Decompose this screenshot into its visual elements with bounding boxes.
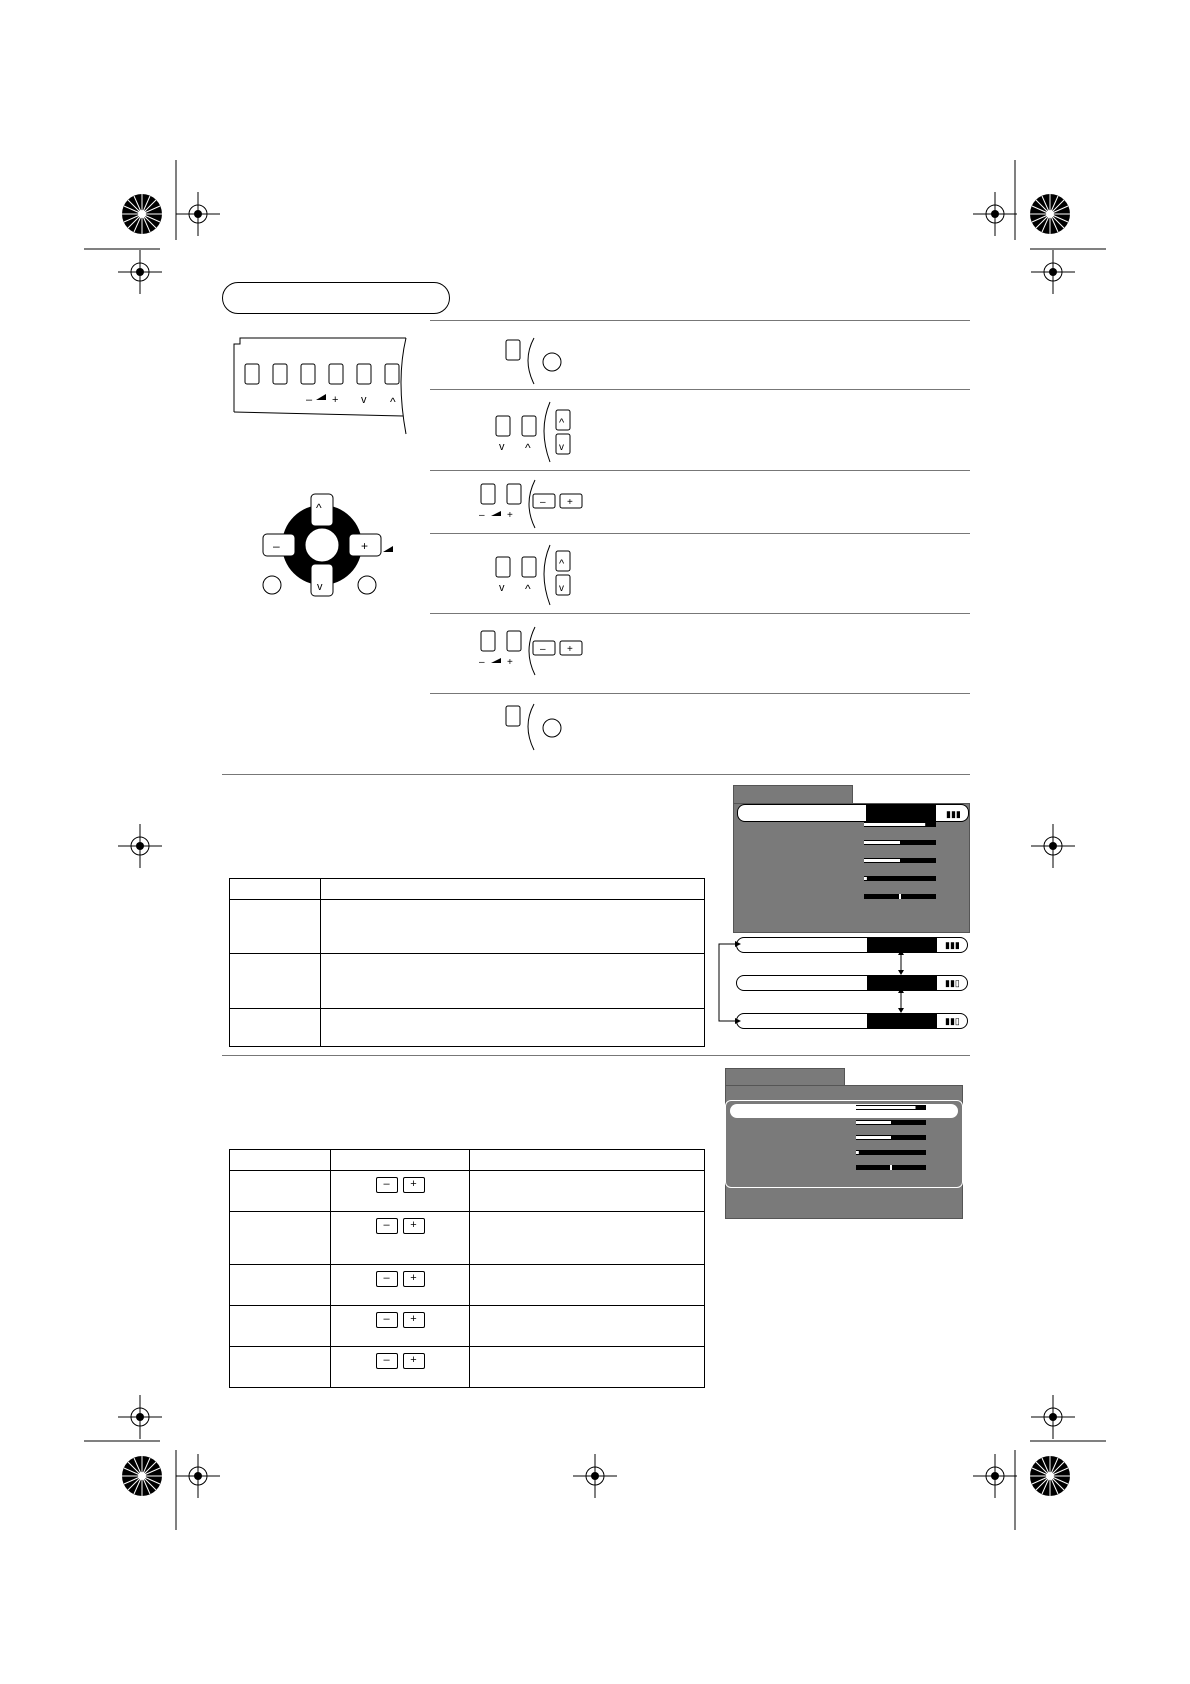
osd-level-bars <box>856 1105 936 1185</box>
minus-key: – <box>376 1177 398 1193</box>
minus-key: – <box>376 1218 398 1234</box>
volume-icon <box>491 658 501 663</box>
remote-minus-label: – <box>540 644 546 655</box>
osd-selected-row[interactable] <box>737 804 969 822</box>
level-bar-fill <box>856 1136 891 1139</box>
step-channel-up-label: ^ <box>525 441 531 455</box>
pad-up-label: ^ <box>316 501 322 515</box>
table-cell <box>331 1212 470 1265</box>
step-plus-label: + <box>507 510 513 521</box>
osd-value-box <box>866 805 936 821</box>
osd-cycle-arrows <box>715 935 915 1035</box>
table-cell <box>331 1347 470 1388</box>
tv-front-panel-illustration <box>228 330 418 440</box>
level-bar-marker <box>899 894 901 899</box>
plus-key: + <box>403 1271 425 1287</box>
table-cell <box>331 1171 470 1212</box>
table-cell <box>470 1347 705 1388</box>
level-bar-fill <box>864 859 900 862</box>
minus-key: – <box>376 1312 398 1328</box>
panel-channel-down-label: v <box>361 394 367 406</box>
remote-plus-label: + <box>567 497 573 508</box>
plus-key: + <box>403 1218 425 1234</box>
pad-minus-label: – <box>273 539 280 553</box>
step-channel-down-label: v <box>499 582 505 594</box>
table-cell <box>230 879 321 900</box>
remote-plus-label: + <box>567 644 573 655</box>
panel-channel-up-label: ^ <box>390 395 396 409</box>
osd-menu-tab <box>733 785 853 804</box>
table-cell <box>321 879 705 900</box>
remote-down-label: v <box>559 583 564 594</box>
remote-down-label: v <box>559 442 564 453</box>
step-minus-label: – <box>479 657 485 668</box>
step-rule <box>430 470 970 471</box>
table-cell <box>230 1009 321 1047</box>
section-rule <box>222 774 970 775</box>
step-rule <box>430 320 970 321</box>
level-bar-fill <box>856 1151 859 1154</box>
table-cell <box>470 1306 705 1347</box>
step-rule <box>430 693 970 694</box>
remote-direction-pad[interactable] <box>255 490 405 610</box>
level-bar-fill <box>864 841 900 844</box>
table-cell <box>230 1265 331 1306</box>
section-header-box <box>222 282 450 314</box>
osd-level-bars <box>864 822 944 922</box>
remote-up-label: ^ <box>559 558 565 570</box>
level-bar-fill <box>864 877 867 880</box>
level-bar-fill <box>864 823 925 826</box>
step-menu-keys <box>500 332 570 387</box>
minus-key: – <box>376 1271 398 1287</box>
osd-mode-indicator: ▮▮▯ <box>945 1016 960 1026</box>
step-menu-keys <box>500 700 570 755</box>
level-bar-track <box>864 876 936 881</box>
step-minusplus-keys <box>475 478 605 533</box>
osd-mode-indicator: ▮▮▯ <box>945 978 960 988</box>
table-cell <box>470 1265 705 1306</box>
table-cell <box>470 1212 705 1265</box>
plus-key: + <box>403 1177 425 1193</box>
table-cell <box>230 1212 331 1265</box>
table-header-cell <box>230 1150 331 1171</box>
step-rule <box>430 533 970 534</box>
osd-mode-indicator: ▮▮▮ <box>945 940 960 950</box>
step-rule <box>430 389 970 390</box>
volume-icon <box>383 546 393 552</box>
plus-key: + <box>403 1312 425 1328</box>
table-cell <box>230 1171 331 1212</box>
table-header-cell <box>331 1150 470 1171</box>
table-cell <box>230 954 321 1009</box>
table-cell <box>230 1347 331 1388</box>
table-row <box>230 1171 705 1212</box>
minus-key: – <box>376 1353 398 1369</box>
pad-plus-label: + <box>361 539 369 553</box>
table-row <box>230 1265 705 1306</box>
step-updown-keys <box>490 400 590 465</box>
pad-down-label: v <box>317 581 323 593</box>
osd-mode-indicator: ▮▮▮ <box>946 809 961 819</box>
step-minus-label: – <box>479 510 485 521</box>
plus-key: + <box>403 1353 425 1369</box>
step-rule <box>430 613 970 614</box>
level-bar-marker <box>890 1165 892 1170</box>
remote-up-label: ^ <box>559 417 565 429</box>
level-bar-fill <box>856 1106 916 1109</box>
panel-volume-minus-label: – <box>306 394 313 406</box>
table-row <box>230 1212 705 1265</box>
level-bar-fill <box>856 1121 891 1124</box>
settings-table-1 <box>229 878 705 1047</box>
table-cell <box>321 954 705 1009</box>
panel-volume-plus-label: + <box>332 394 339 406</box>
step-channel-up-label: ^ <box>525 582 531 596</box>
table-cell <box>321 1009 705 1047</box>
table-row <box>230 1306 705 1347</box>
volume-icon <box>491 511 501 516</box>
table-cell <box>331 1306 470 1347</box>
step-plus-label: + <box>507 657 513 668</box>
remote-minus-label: – <box>540 497 546 508</box>
table-row <box>230 1347 705 1388</box>
settings-table-2 <box>229 1149 705 1388</box>
table-cell <box>331 1265 470 1306</box>
table-cell <box>230 900 321 954</box>
table-cell <box>470 1171 705 1212</box>
remote-right-round-button <box>358 576 376 594</box>
volume-icon <box>316 394 326 400</box>
step-updown-keys <box>490 543 590 608</box>
step-channel-down-label: v <box>499 441 505 453</box>
section-rule <box>222 1055 970 1056</box>
table-cell <box>230 1306 331 1347</box>
table-header-cell <box>470 1150 705 1171</box>
step-minusplus-keys <box>475 625 605 680</box>
level-bar-track <box>856 1150 926 1155</box>
remote-left-round-button <box>263 576 281 594</box>
table-cell <box>321 900 705 954</box>
